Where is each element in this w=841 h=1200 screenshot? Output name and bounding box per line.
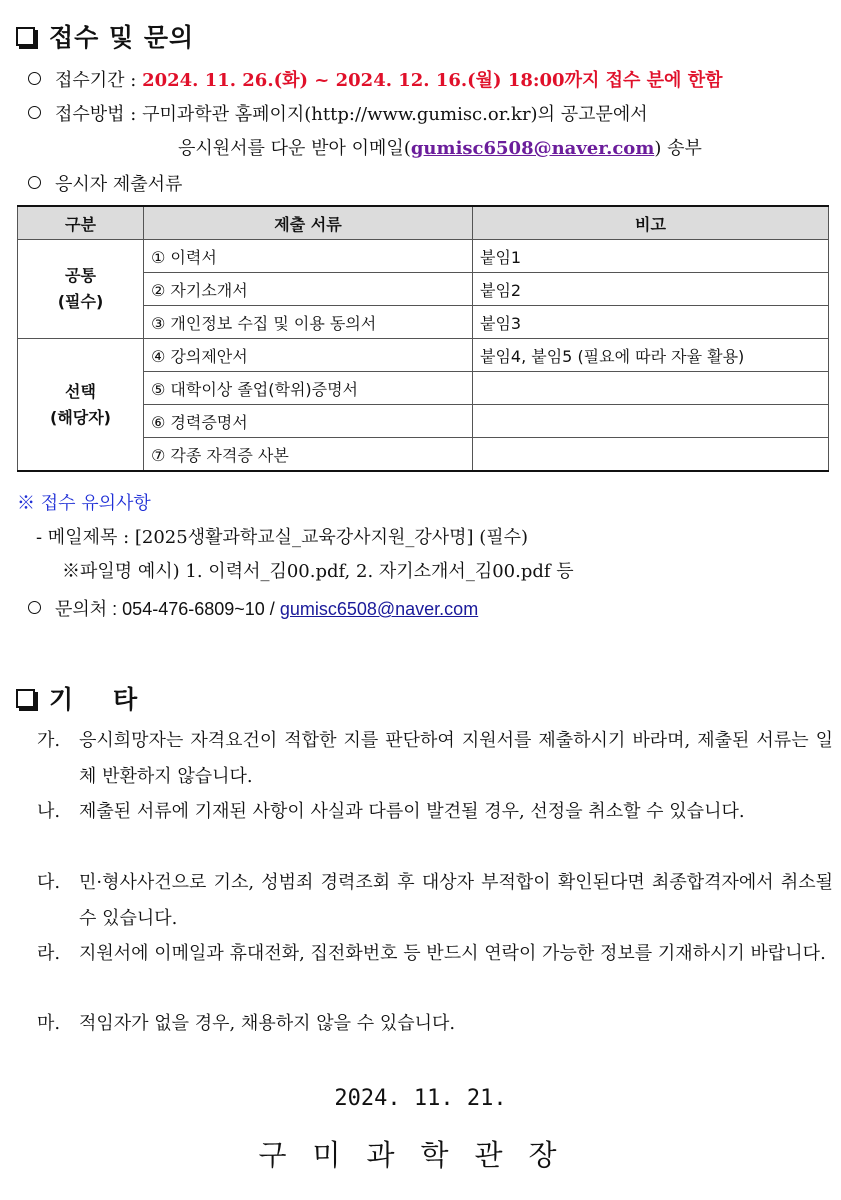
circle-bullet-icon: [28, 176, 41, 189]
circle-bullet-icon: [28, 106, 41, 119]
method-line1: 구미과학관 홈페이지(http://www.gumisc.or.kr)의 공고문에서: [142, 104, 648, 125]
method-line: [28, 100, 648, 126]
group-optional-line1: 선택: [65, 381, 96, 401]
group-common-line1: 공통: [65, 266, 96, 285]
table-header-row: [18, 206, 829, 240]
header-notes: 비고: [473, 206, 829, 240]
misc-item-text: 민·형사사건으로 기소, 성범죄 경력조회 후 대상자 부적합이 확인된다면 최종합격자에서 취소될 수 있습니다.: [79, 872, 833, 929]
period-line: [28, 66, 723, 92]
table-row: [18, 339, 829, 372]
file-example: ※파일명 예시) 1. 이력서_김00.pdf, 2. 자기소개서_김00.pdf 등: [62, 561, 574, 582]
misc-item: [37, 1006, 833, 1042]
doc-cell: ④ 강의제안서: [144, 339, 473, 372]
misc-item: [37, 936, 833, 972]
header-category: 구분: [18, 206, 144, 240]
method-line2-prefix: 응시원서를 다운 받아 이메일(: [178, 138, 411, 159]
misc-item-mark: 마.: [37, 1013, 61, 1034]
doc-cell: ⑤ 대학이상 졸업(학위)증명서: [144, 372, 473, 405]
note-cell: [473, 438, 829, 472]
group-optional-line2: (해당자): [50, 407, 111, 427]
section-title-text: 접수 및 문의: [49, 23, 195, 52]
period-value: 2024. 11. 26.(화) ~ 2024. 12. 16.(월) 18:00까지 접수 분에 한함: [142, 70, 723, 91]
section-title-misc: [16, 680, 138, 716]
misc-item-mark: 가.: [37, 730, 61, 751]
group-common-line2: (필수): [57, 292, 104, 311]
misc-item-text: 적임자가 없을 경우, 채용하지 않을 수 있습니다.: [79, 1013, 456, 1034]
misc-item-text: 지원서에 이메일과 휴대전화, 집전화번호 등 반드시 연락이 가능한 정보를 기재하시기 바랍니다.: [79, 943, 826, 964]
docs-label: 응시자 제출서류: [55, 174, 183, 195]
document-date: 2024. 11. 21.: [334, 1086, 507, 1111]
checkbox-square-icon: [16, 27, 35, 46]
signature-title: 구미과학관장: [258, 1138, 583, 1172]
note-cell: [473, 372, 829, 405]
contact-label: 문의처 : 054-476-6809~10 /: [55, 599, 280, 619]
doc-cell: ⑦ 각종 자격증 사본: [144, 438, 473, 472]
misc-item-mark: 다.: [37, 872, 61, 893]
notice-title: ※ 접수 유의사항: [17, 493, 151, 514]
note-cell: [473, 405, 829, 438]
doc-cell: ⑥ 경력증명서: [144, 405, 473, 438]
group-common: [18, 240, 144, 339]
misc-item-text: 응시희망자는 자격요건이 적합한 지를 판단하여 지원서를 제출하시기 바라며, 제출된 서류는 일체 반환하지 않습니다.: [79, 730, 833, 787]
checkbox-square-icon: [16, 689, 35, 708]
doc-cell: ② 자기소개서: [144, 273, 473, 306]
note-cell: 붙임3: [473, 306, 829, 339]
note-cell: 붙임1: [473, 240, 829, 273]
mail-subject: - 메일제목 : [2025생활과학교실_교육강사지원_강사명] (필수): [36, 527, 529, 548]
section-title-application: [16, 18, 194, 54]
section-title-text: 기 타: [49, 685, 139, 714]
misc-item-text: 제출된 서류에 기재된 사항이 사실과 다름이 발견될 경우, 선정을 취소할 수 있습니다.: [79, 801, 745, 822]
circle-bullet-icon: [28, 601, 41, 614]
note-cell: 붙임2: [473, 273, 829, 306]
method-email-link[interactable]: gumisc6508@naver.com: [410, 138, 655, 159]
misc-item: [37, 723, 833, 795]
circle-bullet-icon: [28, 72, 41, 85]
doc-cell: ③ 개인정보 수집 및 이용 동의서: [144, 306, 473, 339]
misc-item: [37, 794, 833, 830]
method-line2: [178, 134, 702, 160]
contact-email-link[interactable]: gumisc6508@naver.com: [279, 599, 479, 619]
misc-item-mark: 라.: [37, 943, 61, 964]
misc-item: [37, 865, 833, 937]
group-optional: [18, 339, 144, 472]
doc-cell: ① 이력서: [144, 240, 473, 273]
header-documents: 제출 서류: [144, 206, 473, 240]
misc-item-mark: 나.: [37, 801, 61, 822]
method-label: 접수방법 :: [55, 104, 143, 125]
period-label: 접수기간 :: [55, 70, 143, 91]
docs-line: [28, 170, 182, 196]
contact-line: [28, 595, 478, 621]
method-line2-suffix: ) 송부: [654, 138, 702, 159]
table-row: [18, 240, 829, 273]
documents-table: [17, 205, 829, 472]
note-cell: 붙임4, 붙임5 (필요에 따라 자율 활용): [473, 339, 829, 372]
